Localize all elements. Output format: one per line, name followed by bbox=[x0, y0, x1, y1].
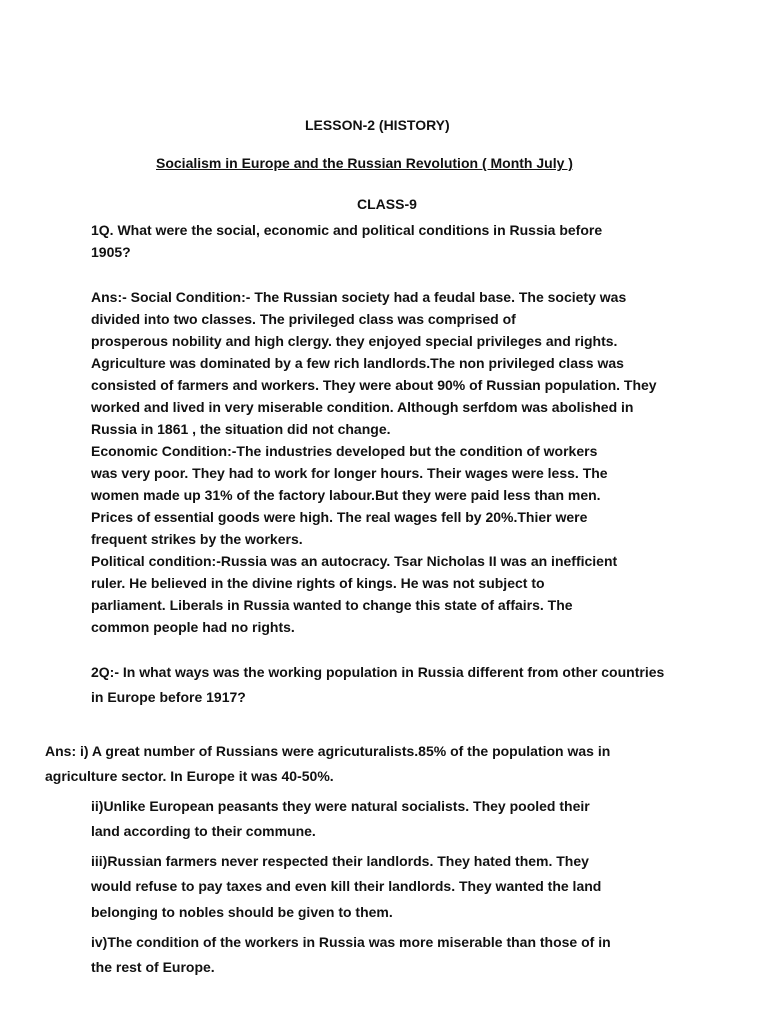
answer-2-line: iv)The condition of the workers in Russia was more miserable than those of in bbox=[91, 934, 611, 950]
answer-1-line: ruler. He believed in the divine rights of kings. He was not subject to bbox=[91, 575, 545, 591]
answer-2-line: would refuse to pay taxes and even kill their landlords. They wanted the land bbox=[91, 878, 602, 894]
answer-1-line: consisted of farmers and workers. They were about 90% of Russian population. They bbox=[91, 377, 657, 393]
question-2-line: 2Q:- In what ways was the working population in Russia different from other countries bbox=[91, 664, 665, 680]
answer-1-line: Political condition:-Russia was an autocracy. Tsar Nicholas II was an inefficient bbox=[91, 553, 618, 569]
answer-1-line: Agriculture was dominated by a few rich landlords.The non privileged class was bbox=[91, 355, 624, 371]
answer-2-line: land according to their commune. bbox=[91, 823, 316, 839]
answer-1-line: parliament. Liberals in Russia wanted to change this state of affairs. The bbox=[91, 597, 573, 613]
answer-2-line: ii)Unlike European peasants they were natural socialists. They pooled their bbox=[91, 798, 590, 814]
answer-2-line: the rest of Europe. bbox=[91, 959, 215, 975]
answer-1-line: prosperous nobility and high clergy. they enjoyed special privileges and rights. bbox=[91, 333, 618, 349]
answer-1-line: Russia in 1861 , the situation did not change. bbox=[91, 421, 391, 437]
answer-1-line: women made up 31% of the factory labour.But they were paid less than men. bbox=[91, 487, 601, 503]
answer-1-line: divided into two classes. The privileged class was comprised of bbox=[91, 311, 516, 327]
lesson-title: LESSON-2 (HISTORY) bbox=[305, 117, 450, 133]
answer-1-line: frequent strikes by the workers. bbox=[91, 531, 303, 547]
answer-2-line: belonging to nobles should be given to them. bbox=[91, 904, 393, 920]
answer-1-line: Prices of essential goods were high. The real wages fell by 20%.Thier were bbox=[91, 509, 588, 525]
question-1-line: 1905? bbox=[91, 244, 131, 260]
answer-2-line: iii)Russian farmers never respected their landlords. They hated them. They bbox=[91, 853, 589, 869]
question-2-line: in Europe before 1917? bbox=[91, 689, 246, 705]
answer-1-line: was very poor. They had to work for longer hours. Their wages were less. The bbox=[91, 465, 608, 481]
chapter-title: Socialism in Europe and the Russian Revolution ( Month July ) bbox=[156, 155, 573, 171]
question-1-line: 1Q. What were the social, economic and political conditions in Russia before bbox=[91, 222, 603, 238]
answer-1-line: common people had no rights. bbox=[91, 619, 295, 635]
answer-1-line: worked and lived in very miserable condition. Although serfdom was abolished in bbox=[91, 399, 634, 415]
answer-1-line: Economic Condition:-The industries developed but the condition of workers bbox=[91, 443, 598, 459]
answer-2-line: agriculture sector. In Europe it was 40-50%. bbox=[45, 768, 334, 784]
class-label: CLASS-9 bbox=[357, 196, 417, 212]
answer-1-line: Ans:- Social Condition:- The Russian society had a feudal base. The society was bbox=[91, 289, 627, 305]
answer-2-line: Ans: i) A great number of Russians were agricuturalists.85% of the population was in bbox=[45, 743, 611, 759]
